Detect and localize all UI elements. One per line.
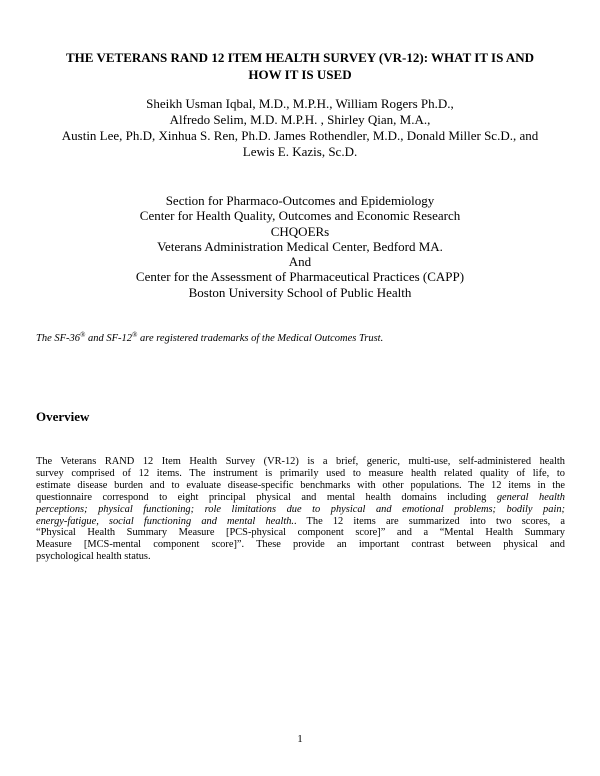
title-line: THE VETERANS RAND 12 ITEM HEALTH SURVEY (VR-12): WHAT IT IS AND — [66, 50, 534, 65]
paragraph-line: questionnaire correspond to eight principal physical and mental health domains including general health — [36, 491, 565, 503]
overview-paragraph — [36, 456, 565, 563]
paragraph-line: “Physical Health Summary Measure [PCS-physical component score]” and a “Mental Health Summary — [36, 527, 565, 539]
affiliation-line: Center for the Assessment of Pharmaceutical Practices (CAPP) — [135, 269, 465, 285]
paragraph-line: survey comprised of 12 items. The instrument is primarily used to measure health related quality of life, to — [36, 467, 565, 479]
author-line: Lewis E. Kazis, Sc.D. — [242, 144, 358, 159]
title-line: HOW IT IS USED — [248, 67, 352, 82]
affiliation-line: Boston University School of Public Health — [188, 284, 412, 300]
paragraph-line: The Veterans RAND 12 Item Health Survey (VR-12) is a brief, generic, multi-use, self-administered health — [36, 456, 565, 467]
paragraph-line: Measure [MCS-mental component score]”. These provide an important contrast between physical and — [36, 539, 565, 551]
author-line: Austin Lee, Ph.D, Xinhua S. Ren, Ph.D. James Rothendler, M.D., Donald Miller Sc.D., and — [61, 128, 539, 143]
paragraph-line: energy-fatigue, social functioning and mental health.. The 12 items are summarized into two scores, a — [36, 515, 565, 527]
paragraph-line: psychological health status. — [36, 551, 151, 563]
author-line: Sheikh Usman Iqbal, M.D., M.P.H., William Rogers Ph.D., — [146, 96, 454, 111]
overview-heading: Overview — [36, 409, 90, 424]
affiliation-line: Center for Health Quality, Outcomes and Economic Research — [139, 208, 461, 224]
paragraph-line: estimate disease burden and to evaluate disease-specific benchmarks with other populations. The 12 items in the — [36, 479, 565, 491]
author-list — [20, 96, 580, 160]
affiliation-line: Section for Pharmaco-Outcomes and Epidemiology — [165, 193, 435, 208]
document-title — [40, 49, 560, 83]
page-number: 1 — [297, 733, 303, 745]
author-line: Alfredo Selim, M.D. M.P.H. , Shirley Qian, M.A., — [169, 112, 431, 127]
paragraph-line: perceptions; physical functioning; role limitations due to physical and emotional problems; bodily pain; — [36, 503, 565, 515]
affiliation-line: Veterans Administration Medical Center, Bedford MA. — [157, 238, 443, 254]
trademark-notice: The SF-36® and SF-12® are registered trademarks of the Medical Outcomes Trust. — [36, 331, 384, 344]
affiliation-line: And — [288, 254, 312, 270]
affiliation-block — [20, 193, 580, 300]
affiliation-line: CHQOERs — [270, 223, 330, 239]
